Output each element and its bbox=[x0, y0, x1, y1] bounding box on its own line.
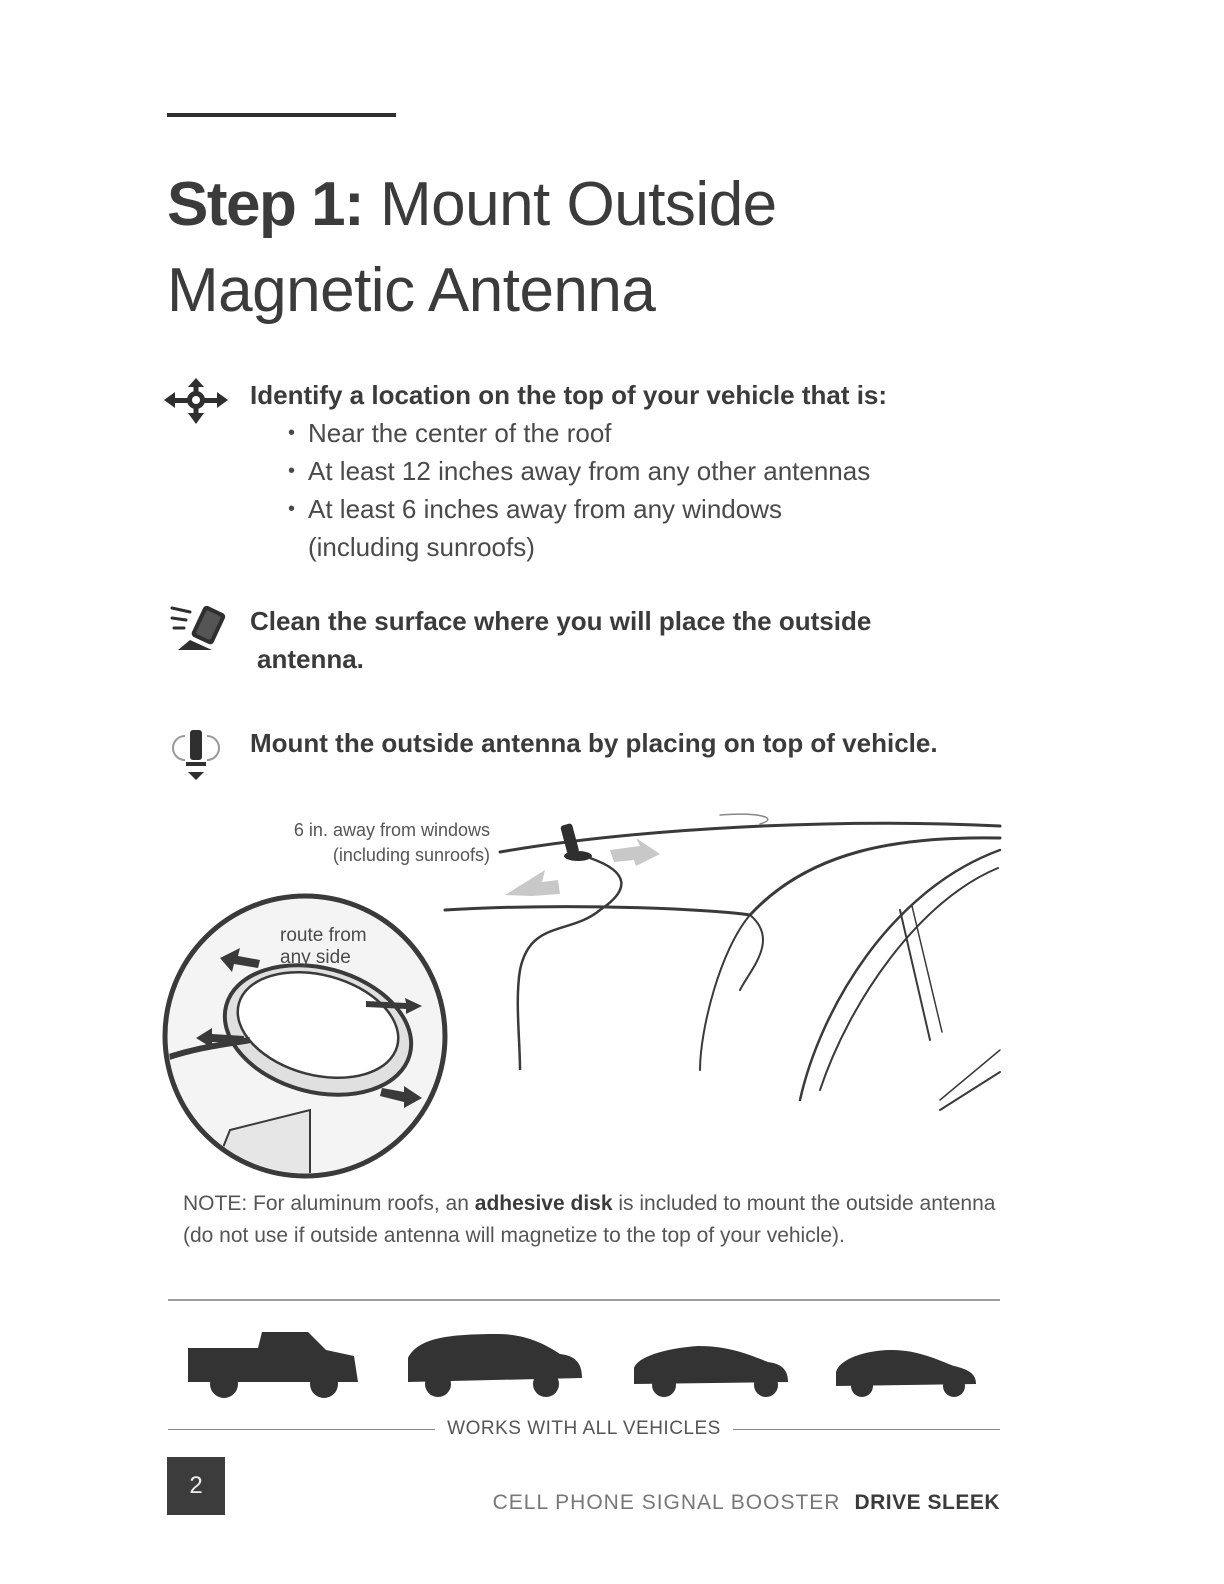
step-mount-antenna bbox=[160, 724, 1060, 794]
step-clean-line-1: Clean the surface where you will place the outside bbox=[250, 606, 872, 636]
coupe-icon bbox=[836, 1350, 976, 1397]
title-rule bbox=[167, 113, 396, 117]
works-rule-right bbox=[733, 1429, 1000, 1430]
route-caption-line-1: route from bbox=[280, 925, 367, 946]
move-arrows-icon bbox=[160, 376, 232, 426]
vehicle-silhouettes bbox=[168, 1318, 1000, 1408]
antenna-mount-illustration bbox=[160, 810, 1005, 1180]
route-caption-line-2: any side bbox=[280, 947, 351, 968]
note-prefix: NOTE: For aluminum roofs, an bbox=[183, 1192, 475, 1215]
suv-icon bbox=[408, 1334, 582, 1397]
step-mount-text: Mount the outside antenna by placing on top of vehicle. bbox=[250, 728, 938, 758]
step-clean-line-2: antenna. bbox=[257, 644, 364, 674]
bullet-sunroofs: (including sunroofs) bbox=[308, 532, 535, 562]
sedan-icon bbox=[634, 1346, 788, 1397]
mount-antenna-icon bbox=[160, 724, 232, 784]
works-label: WORKS WITH ALL VEHICLES bbox=[447, 1418, 721, 1439]
bullet-window-distance: • At least 6 inches away from any windows bbox=[288, 490, 988, 528]
step-identify-location bbox=[160, 376, 1060, 576]
works-rule-left bbox=[168, 1429, 435, 1430]
step-identify-text: Identify a location on the top of your vehicle that is: bbox=[250, 380, 888, 410]
note-bold: adhesive disk bbox=[474, 1192, 613, 1215]
page-title bbox=[167, 162, 1067, 334]
footer-model: DRIVE SLEEK bbox=[854, 1491, 1000, 1514]
footer-product bbox=[493, 1491, 1000, 1515]
clean-surface-icon bbox=[160, 602, 232, 654]
bullet-roof-center: • Near the center of the roof bbox=[288, 414, 988, 452]
bullet-antenna-distance: • At least 12 inches away from any other antennas bbox=[288, 452, 988, 490]
window-caption-line-2: (including sunroofs) bbox=[332, 845, 490, 865]
window-caption-line-1: 6 in. away from windows bbox=[293, 820, 490, 840]
title-line-1: Mount Outside bbox=[379, 170, 777, 239]
note-suffix: is included to mount the outside antenna (do not use if outside antenna will magnetize to the top of your vehicle). bbox=[183, 1192, 996, 1247]
title-line-2: Magnetic Antenna bbox=[167, 256, 656, 325]
works-with-all-vehicles bbox=[168, 1414, 1000, 1444]
window-distance-caption bbox=[250, 818, 490, 868]
aluminum-roof-note bbox=[183, 1188, 1013, 1252]
page-number: 2 bbox=[167, 1457, 225, 1515]
route-caption bbox=[280, 925, 400, 969]
location-bullets bbox=[288, 414, 988, 566]
footer-product-name: CELL PHONE SIGNAL BOOSTER bbox=[492, 1491, 841, 1514]
step-clean-surface bbox=[160, 602, 1060, 682]
note-divider bbox=[168, 1299, 1000, 1301]
step-clean-text bbox=[250, 602, 1050, 678]
title-step: Step 1: bbox=[167, 170, 364, 239]
pickup-truck-icon bbox=[188, 1332, 358, 1398]
